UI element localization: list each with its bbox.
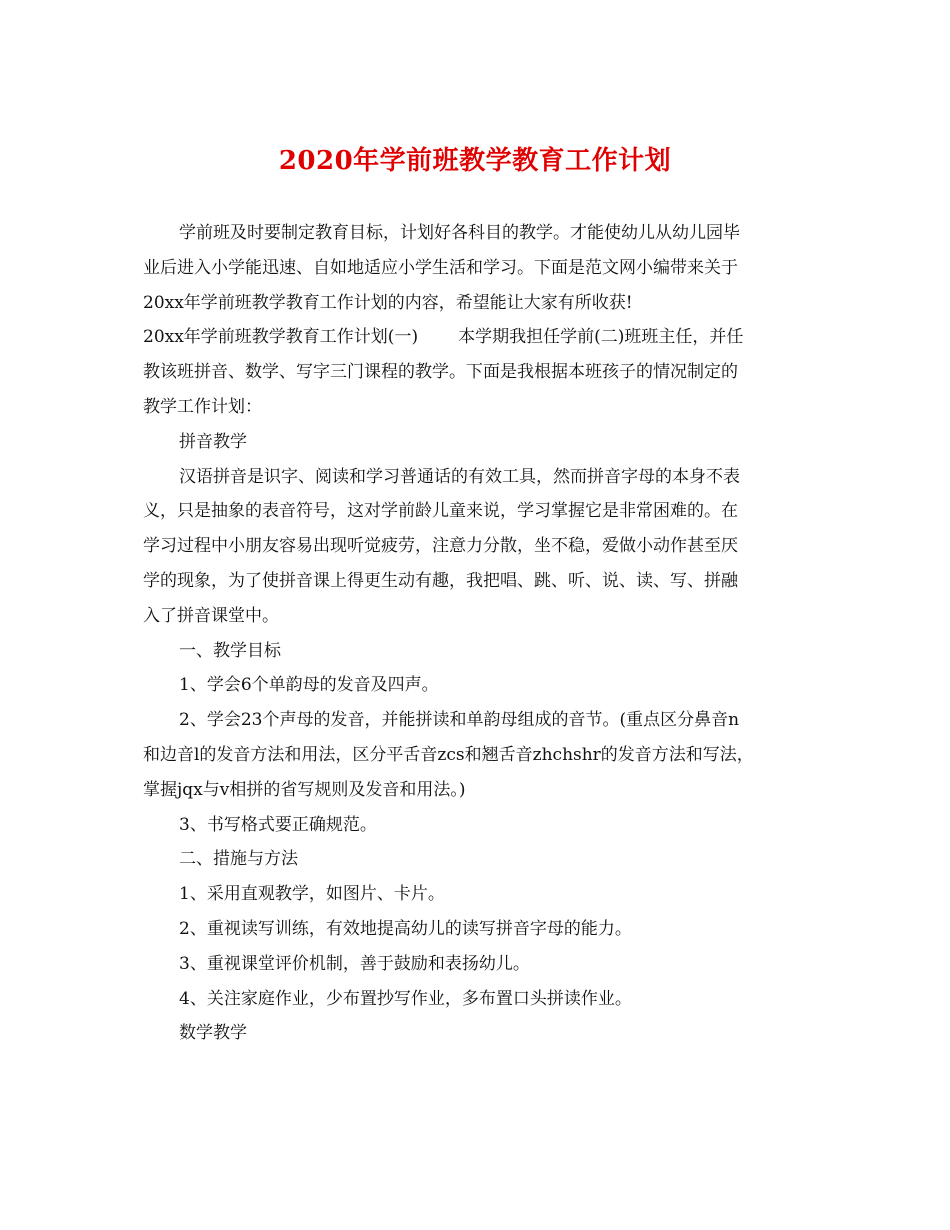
document-body bbox=[143, 216, 803, 1051]
paragraph-line: 掌握jqx与v相拼的省写规则及发音和用法。) bbox=[143, 779, 466, 800]
paragraph-line bbox=[143, 320, 803, 355]
section-heading: 一、教学目标 bbox=[179, 640, 281, 661]
document-title: 2020年学前班教学教育工作计划 bbox=[278, 146, 672, 176]
paragraph-line: 教该班拼音、数学、写字三门课程的教学。下面是我根据本班孩子的情况制定的 bbox=[143, 362, 738, 383]
list-item: 4、关注家庭作业，少布置抄写作业，多布置口头拼读作业。 bbox=[179, 988, 632, 1009]
paragraph-text: 本学期我担任学前(二)班班主任，并任 bbox=[458, 327, 744, 348]
paragraph-line: 汉语拼音是识字、阅读和学习普通话的有效工具，然而拼音字母的本身不表 bbox=[179, 466, 740, 487]
section-heading: 拼音教学 bbox=[179, 431, 247, 452]
paragraph-line: 学前班及时要制定教育目标，计划好各科目的教学。才能使幼儿从幼儿园毕 bbox=[179, 223, 740, 243]
paragraph-line: 义，只是抽象的表音符号，这对学前龄儿童来说，学习掌握它是非常困难的。在 bbox=[143, 501, 738, 522]
paragraph-line: 学的现象，为了使拼音课上得更生动有趣，我把唱、跳、听、说、读、写、拼融 bbox=[143, 570, 738, 591]
list-item: 3、书写格式要正确规范。 bbox=[179, 814, 377, 835]
paragraph-line: 业后进入小学能迅速、自如地适应小学生活和学习。下面是范文网小编带来关于 bbox=[143, 257, 738, 278]
list-item: 2、重视读写训练，有效地提高幼儿的读写拼音字母的能力。 bbox=[179, 918, 632, 939]
list-item: 2、学会23个声母的发音，并能拼读和单韵母组成的音节。(重点区分鼻音n bbox=[179, 710, 740, 731]
section-heading: 二、措施与方法 bbox=[179, 849, 298, 870]
paragraph-line: 教学工作计划： bbox=[143, 396, 262, 417]
list-item: 1、学会6个单韵母的发音及四声。 bbox=[179, 675, 439, 696]
list-item: 1、采用直观教学，如图片、卡片。 bbox=[179, 884, 445, 905]
section-heading: 数学教学 bbox=[179, 1023, 247, 1044]
paragraph-line: 20xx年学前班教学教育工作计划的内容，希望能让大家有所收获! bbox=[143, 292, 633, 313]
paragraph-line: 入了拼音课堂中。 bbox=[143, 605, 279, 626]
section-heading-plan-one: 20xx年学前班教学教育工作计划(一) bbox=[143, 327, 419, 348]
paragraph-line: 学习过程中小朋友容易出现听觉疲劳，注意力分散，坐不稳，爱做小动作甚至厌 bbox=[143, 536, 738, 557]
paragraph-line: 和边音l的发音方法和用法，区分平舌音zcs和翘舌音zhchshr的发音方法和写法， bbox=[143, 744, 754, 765]
list-item: 3、重视课堂评价机制，善于鼓励和表扬幼儿。 bbox=[179, 953, 530, 974]
